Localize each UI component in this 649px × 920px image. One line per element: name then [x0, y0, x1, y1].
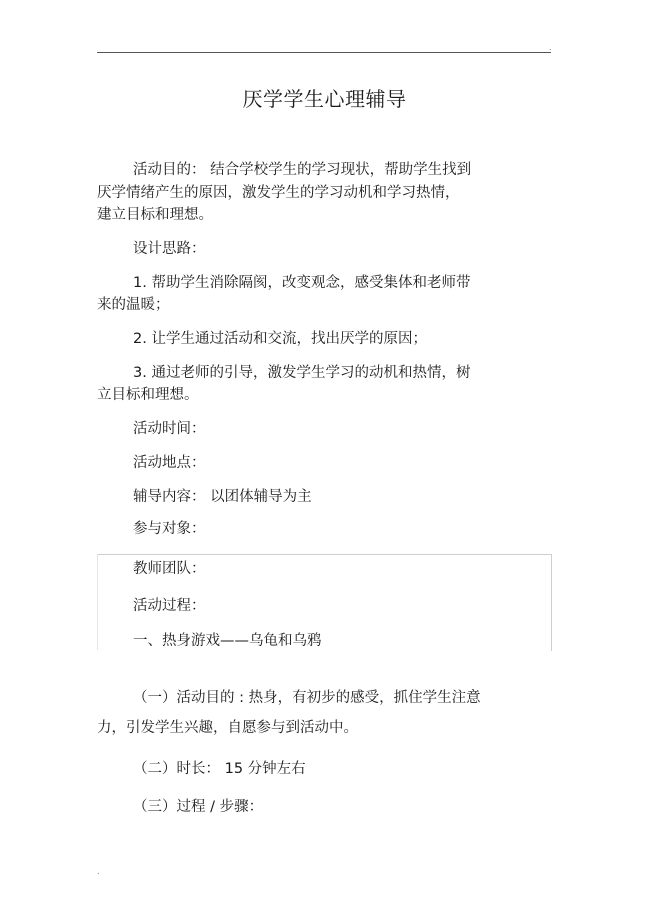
list-item-line: 立目标和理想。: [97, 387, 199, 403]
content-frame-left-edge: [97, 554, 98, 650]
paragraph-line: 力，引发学生兴趣，自愿参与到活动中。: [97, 720, 358, 736]
document-title: 厌学学生心理辅导: [242, 87, 407, 111]
footer-mark: .: [97, 867, 100, 876]
paragraph-line: （二）时长： 15 分钟左右: [133, 761, 306, 777]
list-item-line: 3. 通过老师的引导，激发学生学习的动机和热情，树: [133, 365, 471, 381]
paragraph-line: 厌学情绪产生的原因，激发学生的学习动机和学习热情，: [97, 185, 460, 201]
field-label: 辅导内容： 以团体辅导为主: [133, 489, 312, 505]
paragraph-line: 建立目标和理想。: [97, 207, 213, 223]
list-item-line: 1. 帮助学生消除隔阂，改变观念，感受集体和老师带: [133, 275, 471, 291]
list-item-line: 来的温暖；: [97, 297, 170, 313]
field-label: 教师团队：: [133, 561, 206, 577]
field-label: 活动过程：: [133, 598, 206, 614]
section-heading: 一、热身游戏——乌龟和乌鸦: [133, 633, 322, 649]
field-label: 参与对象：: [133, 521, 206, 537]
paragraph-line: （一）活动目的 : 热身，有初步的感受，抓住学生注意: [133, 690, 481, 706]
paragraph-line: （三）过程 / 步骤：: [133, 799, 264, 815]
field-label: 活动地点：: [133, 455, 206, 471]
paragraph-line: 活动目的： 结合学校学生的学习现状，帮助学生找到: [133, 162, 472, 178]
header-mark: .: [549, 43, 552, 52]
field-label: 活动时间：: [133, 421, 206, 437]
list-item-line: 2. 让学生通过活动和交流，找出厌学的原因；: [133, 331, 427, 347]
section-label: 设计思路：: [133, 241, 206, 257]
header-rule: [97, 52, 551, 53]
